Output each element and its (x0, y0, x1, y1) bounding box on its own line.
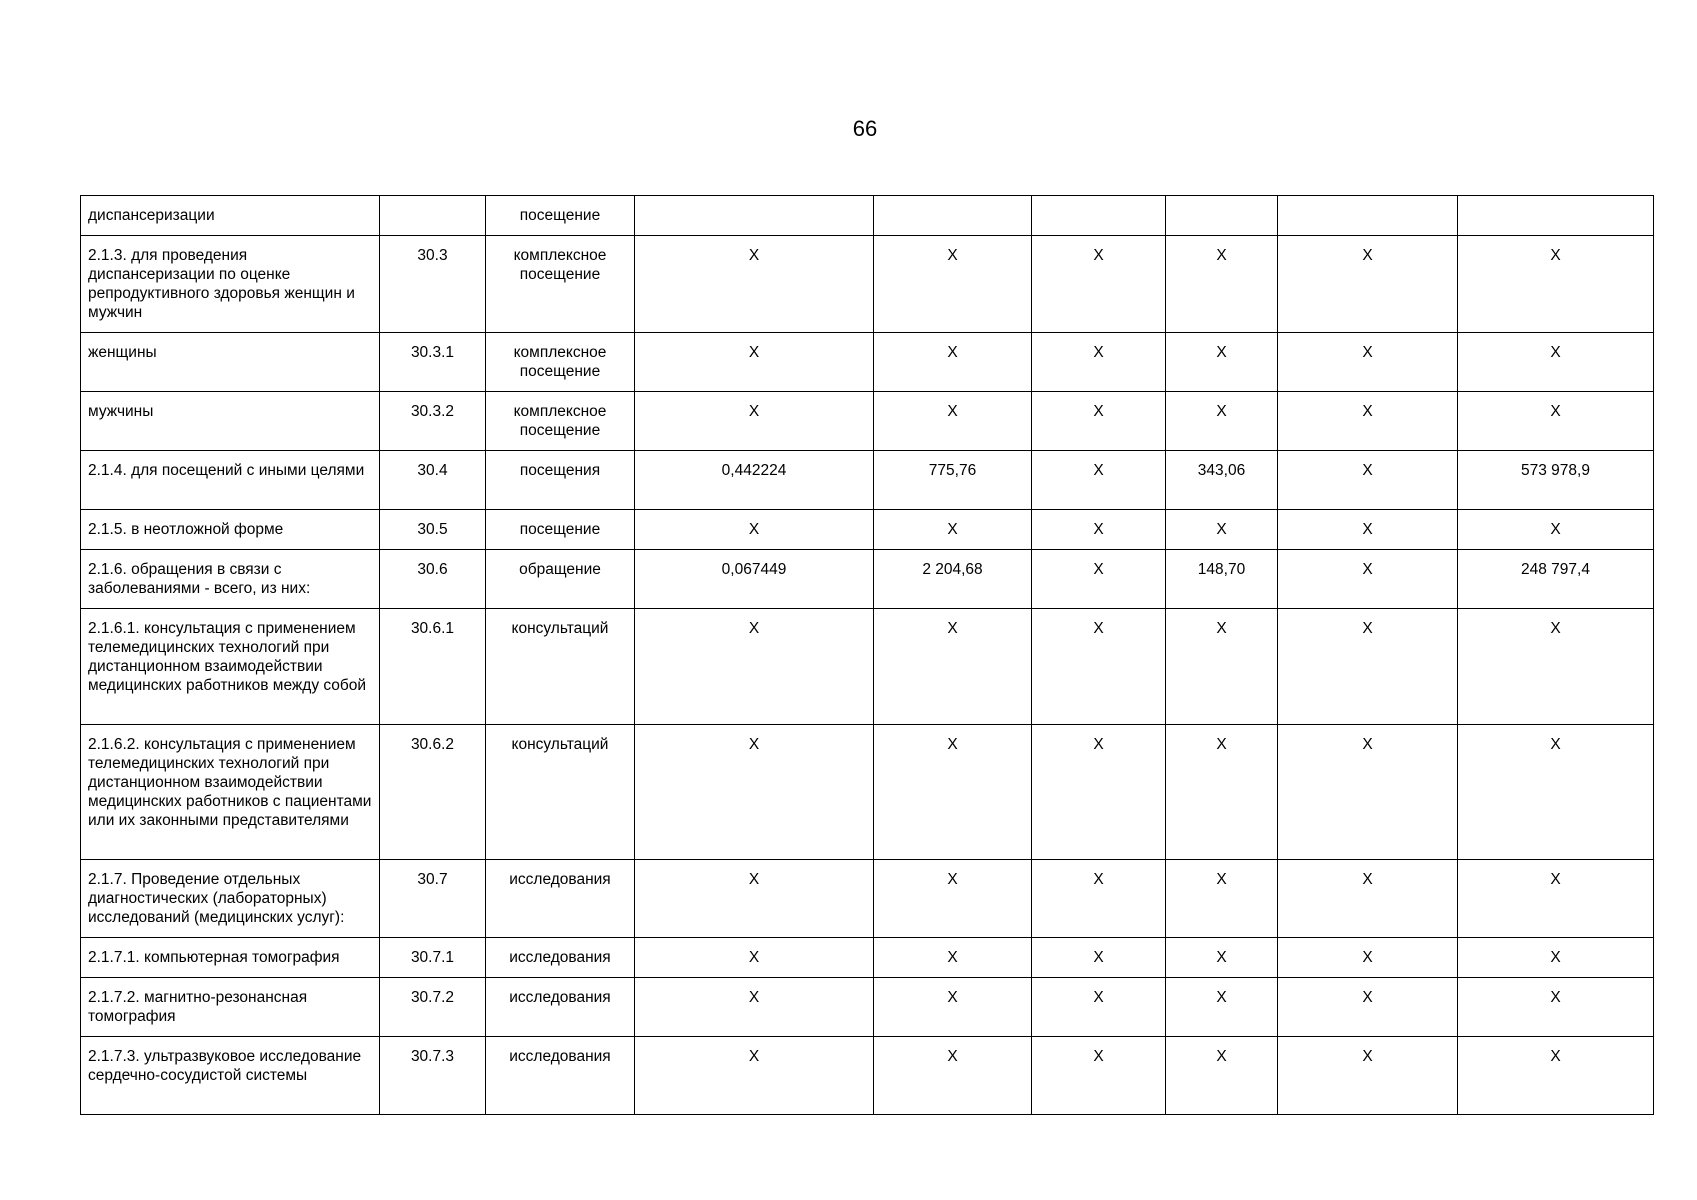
row-value-cell: Х (874, 860, 1032, 938)
row-name-cell: 2.1.6.1. консультация с применением телемедицинских технологий при дистанционном взаимодействии медицинских работников между собой (81, 609, 380, 725)
row-value-cell: Х (635, 510, 874, 550)
row-value-cell (1278, 196, 1458, 236)
table-row (81, 860, 1654, 938)
row-value-cell: Х (1032, 609, 1166, 725)
row-value-cell: Х (874, 510, 1032, 550)
row-name-cell: 2.1.7. Проведение отдельных диагностических (лабораторных) исследований (медицинских услуг): (81, 860, 380, 938)
row-value-cell: Х (1278, 725, 1458, 860)
row-value-cell: Х (1278, 550, 1458, 609)
row-value-cell: Х (1458, 1037, 1654, 1115)
row-unit-cell: комплексное посещение (486, 236, 635, 333)
row-value-cell: Х (635, 333, 874, 392)
row-code-cell: 30.6 (380, 550, 486, 609)
row-value-cell: Х (1278, 451, 1458, 510)
row-value-cell: Х (635, 236, 874, 333)
row-value-cell: Х (1278, 392, 1458, 451)
row-value-cell: Х (1458, 236, 1654, 333)
row-unit-cell: комплексное посещение (486, 392, 635, 451)
row-name-cell: 2.1.7.3. ультразвуковое исследование сердечно-сосудистой системы (81, 1037, 380, 1115)
row-value-cell: 0,442224 (635, 451, 874, 510)
row-value-cell: Х (635, 392, 874, 451)
row-value-cell: Х (1278, 333, 1458, 392)
row-code-cell: 30.7.2 (380, 978, 486, 1037)
row-value-cell: Х (874, 333, 1032, 392)
row-value-cell: Х (1278, 938, 1458, 978)
row-value-cell: Х (1278, 1037, 1458, 1115)
row-name-cell: 2.1.6. обращения в связи с заболеваниями - всего, из них: (81, 550, 380, 609)
row-value-cell: Х (1458, 333, 1654, 392)
row-value-cell: Х (1278, 236, 1458, 333)
row-value-cell: Х (635, 609, 874, 725)
row-value-cell: Х (1032, 978, 1166, 1037)
row-unit-cell: обращение (486, 550, 635, 609)
row-unit-cell: исследования (486, 860, 635, 938)
row-code-cell: 30.7.1 (380, 938, 486, 978)
table-row (81, 550, 1654, 609)
row-value-cell: Х (1032, 1037, 1166, 1115)
row-value-cell: Х (874, 392, 1032, 451)
data-table (80, 195, 1654, 1115)
row-value-cell (635, 196, 874, 236)
row-value-cell: Х (1458, 860, 1654, 938)
table-row (81, 1037, 1654, 1115)
row-value-cell: Х (874, 236, 1032, 333)
row-name-cell: 2.1.5. в неотложной форме (81, 510, 380, 550)
table-body (81, 196, 1654, 1115)
row-value-cell: Х (1032, 451, 1166, 510)
row-value-cell: Х (1278, 510, 1458, 550)
row-name-cell: женщины (81, 333, 380, 392)
row-name-cell: 2.1.7.2. магнитно-резонансная томография (81, 978, 380, 1037)
row-value-cell: Х (1458, 978, 1654, 1037)
row-value-cell: Х (635, 978, 874, 1037)
table-row (81, 725, 1654, 860)
row-value-cell: Х (1032, 860, 1166, 938)
table-row (81, 510, 1654, 550)
row-name-cell: 2.1.6.2. консультация с применением телемедицинских технологий при дистанционном взаимодействии медицинских работников с пациентами или их законными представителями (81, 725, 380, 860)
row-value-cell: Х (1032, 725, 1166, 860)
row-value-cell: Х (635, 725, 874, 860)
row-value-cell: Х (1166, 609, 1278, 725)
row-name-cell: диспансеризации (81, 196, 380, 236)
row-value-cell: Х (1032, 938, 1166, 978)
row-value-cell: Х (1278, 978, 1458, 1037)
row-value-cell (874, 196, 1032, 236)
row-value-cell: Х (1032, 236, 1166, 333)
row-value-cell: Х (1166, 392, 1278, 451)
row-value-cell: Х (874, 1037, 1032, 1115)
row-value-cell: Х (1166, 1037, 1278, 1115)
row-value-cell: 148,70 (1166, 550, 1278, 609)
row-value-cell (1458, 196, 1654, 236)
row-name-cell: мужчины (81, 392, 380, 451)
row-name-cell: 2.1.4. для посещений с иными целями (81, 451, 380, 510)
row-value-cell: Х (874, 609, 1032, 725)
table-row (81, 978, 1654, 1037)
row-value-cell: Х (1166, 725, 1278, 860)
row-value-cell: Х (1458, 609, 1654, 725)
table-row (81, 333, 1654, 392)
row-value-cell: Х (1032, 333, 1166, 392)
row-name-cell: 2.1.7.1. компьютерная томография (81, 938, 380, 978)
row-value-cell: Х (1166, 978, 1278, 1037)
row-code-cell: 30.3.2 (380, 392, 486, 451)
row-code-cell: 30.3 (380, 236, 486, 333)
row-unit-cell: комплексное посещение (486, 333, 635, 392)
row-unit-cell: исследования (486, 978, 635, 1037)
row-value-cell: Х (1278, 860, 1458, 938)
row-code-cell: 30.7 (380, 860, 486, 938)
row-value-cell: Х (1166, 938, 1278, 978)
row-value-cell: Х (874, 978, 1032, 1037)
page-number: 66 (852, 116, 878, 141)
row-value-cell: Х (1032, 392, 1166, 451)
row-value-cell: Х (1458, 510, 1654, 550)
row-code-cell: 30.3.1 (380, 333, 486, 392)
row-value-cell: Х (635, 938, 874, 978)
row-unit-cell: исследования (486, 1037, 635, 1115)
row-value-cell: 343,06 (1166, 451, 1278, 510)
row-value-cell: 2 204,68 (874, 550, 1032, 609)
row-code-cell: 30.5 (380, 510, 486, 550)
row-value-cell: Х (1166, 333, 1278, 392)
table-row (81, 609, 1654, 725)
row-value-cell: Х (1458, 725, 1654, 860)
row-value-cell: Х (1032, 510, 1166, 550)
row-name-cell: 2.1.3. для проведения диспансеризации по оценке репродуктивного здоровья женщин и мужчин (81, 236, 380, 333)
row-code-cell: 30.4 (380, 451, 486, 510)
table-row (81, 392, 1654, 451)
row-value-cell: Х (1278, 609, 1458, 725)
row-unit-cell: посещение (486, 510, 635, 550)
row-unit-cell: консультаций (486, 725, 635, 860)
row-code-cell: 30.7.3 (380, 1037, 486, 1115)
row-unit-cell: консультаций (486, 609, 635, 725)
row-value-cell: 573 978,9 (1458, 451, 1654, 510)
row-value-cell: Х (1458, 392, 1654, 451)
table-row (81, 236, 1654, 333)
row-value-cell: Х (1166, 860, 1278, 938)
row-code-cell: 30.6.2 (380, 725, 486, 860)
row-unit-cell: исследования (486, 938, 635, 978)
row-value-cell: Х (874, 938, 1032, 978)
row-value-cell: 0,067449 (635, 550, 874, 609)
row-value-cell: Х (1166, 236, 1278, 333)
row-code-cell: 30.6.1 (380, 609, 486, 725)
row-value-cell: 248 797,4 (1458, 550, 1654, 609)
row-value-cell (1166, 196, 1278, 236)
row-value-cell: Х (1166, 510, 1278, 550)
row-value-cell: Х (635, 1037, 874, 1115)
row-code-cell (380, 196, 486, 236)
table-row (81, 938, 1654, 978)
row-value-cell: Х (1458, 938, 1654, 978)
row-value-cell: Х (635, 860, 874, 938)
row-value-cell (1032, 196, 1166, 236)
row-value-cell: Х (1032, 550, 1166, 609)
table-row (81, 196, 1654, 236)
row-value-cell: 775,76 (874, 451, 1032, 510)
table-row (81, 451, 1654, 510)
row-unit-cell: посещения (486, 451, 635, 510)
row-unit-cell: посещение (486, 196, 635, 236)
row-value-cell: Х (874, 725, 1032, 860)
